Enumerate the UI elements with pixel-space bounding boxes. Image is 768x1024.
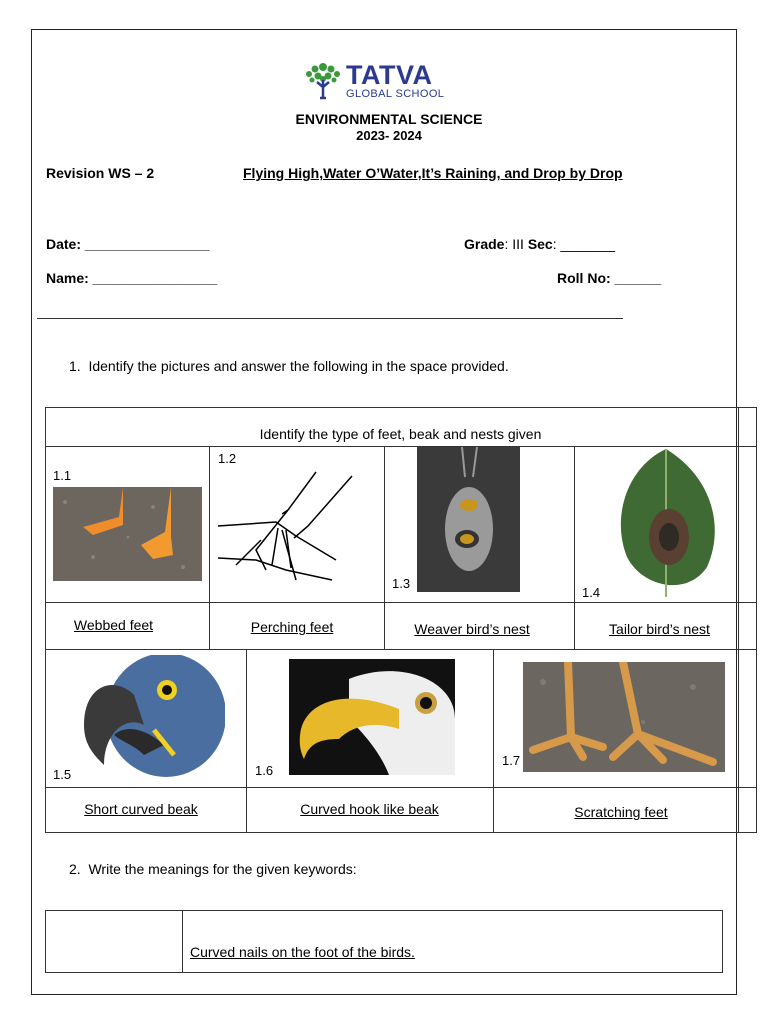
answer-1-2: Perching feet (250, 619, 334, 635)
grade-value: : III (504, 236, 528, 252)
item-number-1-3: 1.3 (392, 576, 411, 591)
roll-field: Roll No: ______ (557, 270, 662, 286)
school-brand: TATVA (346, 60, 433, 90)
sec-label: Sec (527, 236, 553, 252)
item-number-1-5: 1.5 (53, 767, 72, 782)
item-number-1-7: 1.7 (502, 753, 521, 768)
worksheet-label: Revision WS – 2 (46, 165, 155, 181)
parrot-beak-photo (84, 655, 225, 783)
eagle-beak-photo (289, 659, 455, 775)
item-number-1-4: 1.4 (582, 585, 601, 600)
question1-text: Identify the pictures and answer the following in the space provided. (88, 358, 509, 374)
item-number-1-6: 1.6 (255, 763, 274, 778)
webbed-feet-photo (53, 487, 202, 581)
worksheet-title: Flying High,Water O’Water,It’s Raining, and Drop by Drop (243, 165, 623, 181)
question2-text: Write the meanings for the given keywords: (88, 861, 357, 877)
weaver-nest-photo (417, 447, 520, 592)
question1 (69, 358, 509, 374)
question1-number: 1. (69, 358, 81, 374)
answer-1-5: Short curved beak (84, 801, 198, 817)
date-field: Date: ________________ (46, 236, 210, 252)
answer-1-6: Curved hook like beak (300, 801, 439, 817)
answer-1-3: Weaver bird’s nest (414, 621, 530, 637)
academic-year: 2023- 2024 (356, 128, 422, 143)
question2 (69, 861, 357, 877)
item-number-1-2: 1.2 (218, 451, 237, 466)
header-divider (37, 318, 623, 319)
question2-number: 2. (69, 861, 81, 877)
tree-logo-icon (302, 60, 344, 100)
hen-feet-photo (523, 662, 725, 772)
answer-1-1: Webbed feet (73, 617, 154, 633)
perching-feet-drawing (216, 470, 356, 588)
tailor-nest-photo (607, 447, 725, 602)
school-subtitle: GLOBAL SCHOOL (346, 88, 445, 100)
grade-label: Grade (464, 236, 505, 252)
sec-value: : _______ (552, 236, 616, 252)
name-field: Name: ________________ (46, 270, 218, 286)
subject-title: ENVIRONMENTAL SCIENCE (295, 111, 483, 127)
answer-1-4: Tailor bird’s nest (609, 621, 710, 637)
grade-sec-field (464, 236, 615, 252)
table-header: Identify the type of feet, beak and nests given (259, 426, 542, 442)
answer-1-7: Scratching feet (574, 804, 668, 820)
item-number-1-1: 1.1 (53, 468, 72, 483)
meaning-cell: Curved nails on the foot of the birds. (190, 944, 415, 960)
